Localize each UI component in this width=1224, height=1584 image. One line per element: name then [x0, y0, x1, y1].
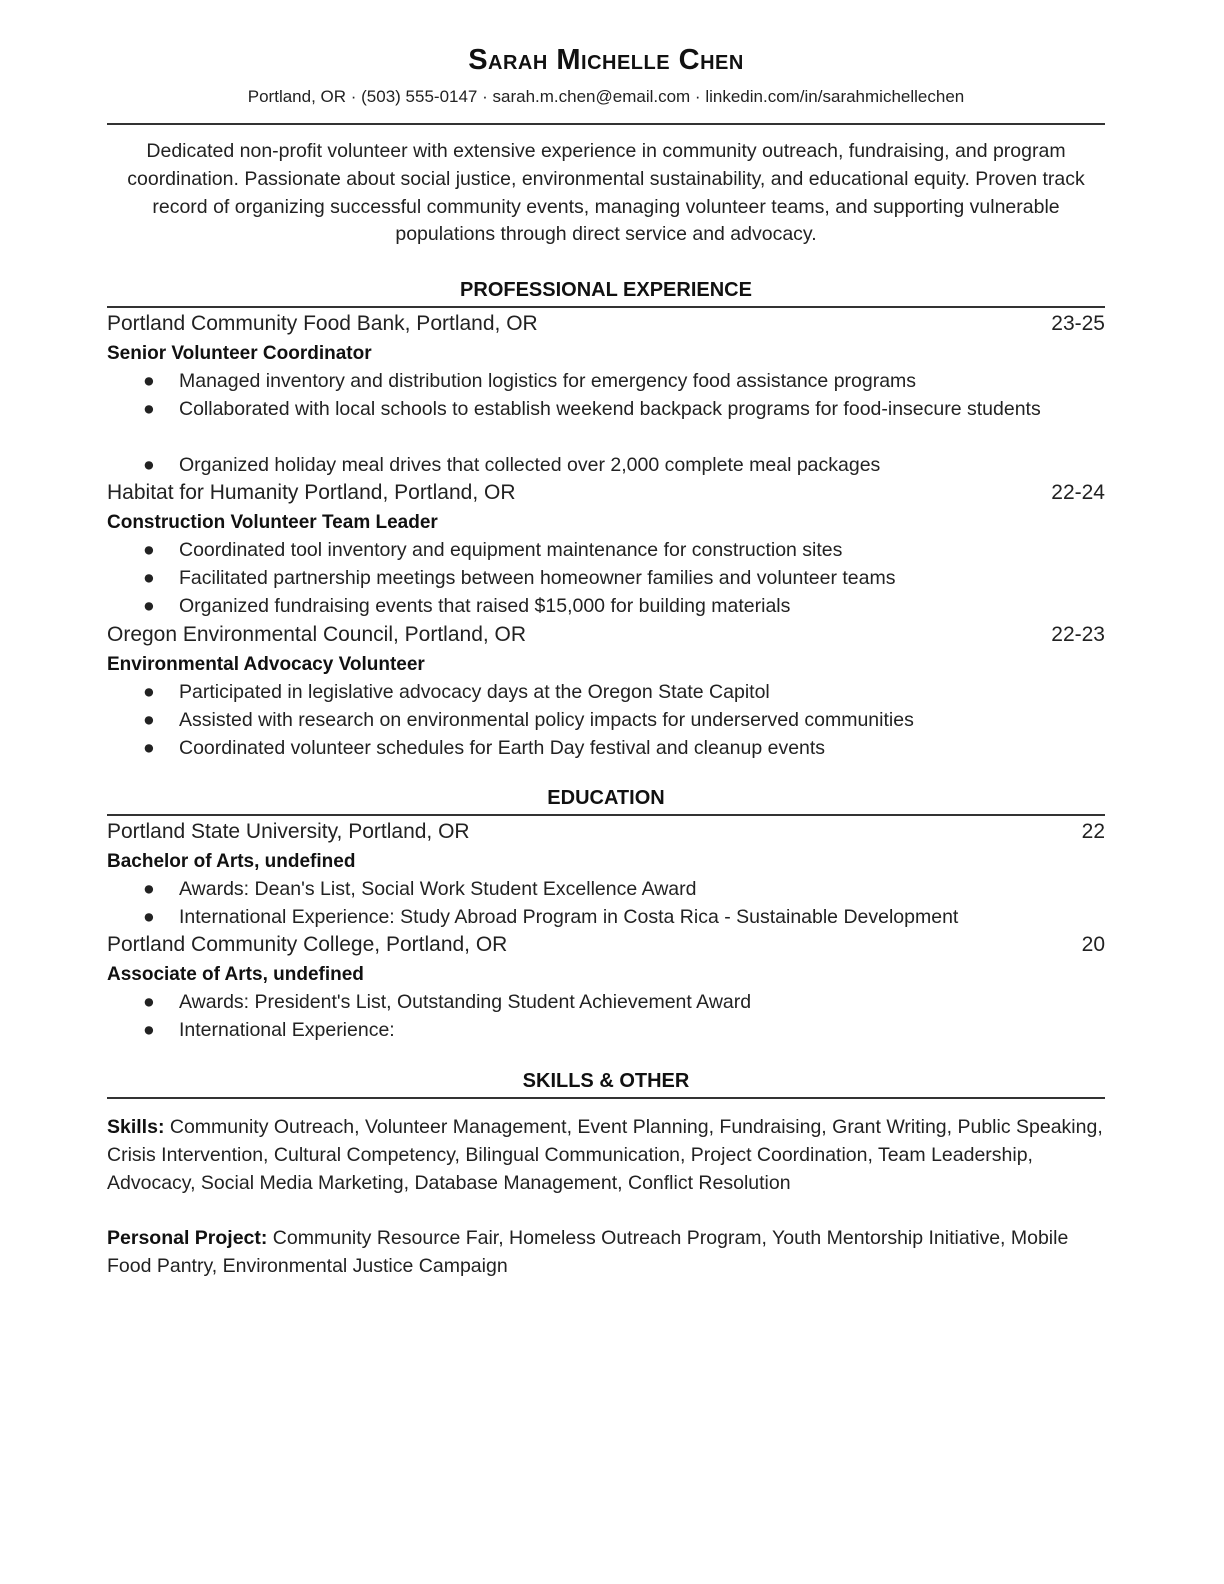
entry-dates: 23-25 [1051, 312, 1105, 335]
entry-dates: 22-23 [1051, 623, 1105, 646]
entry-role: Environmental Advocacy Volunteer [107, 654, 425, 675]
personal-project-paragraph [107, 1225, 1105, 1281]
entry-org: Habitat for Humanity Portland, Portland, OR [107, 481, 516, 504]
skills-list: Community Outreach, Volunteer Management, Event Planning, Fundraising, Grant Writing, Public Speaking, Crisis Intervention, Cultural Competency, Bilingual Communication, Project Coordination, Team Leadership, Advocacy, Social Media Marketing, Database Management, Conflict Resolution [107, 1116, 1103, 1194]
project-label: Personal Project: [107, 1227, 268, 1249]
entry-header [107, 481, 1105, 505]
section-title-experience: PROFESSIONAL EXPERIENCE [460, 279, 752, 301]
entry-header [107, 820, 1105, 844]
entry-dates: 22-24 [1051, 481, 1105, 504]
entry-org: Oregon Environmental Council, Portland, OR [107, 623, 527, 646]
skills-paragraph [107, 1114, 1105, 1197]
entry-org: Portland State University, Portland, OR [107, 820, 470, 843]
header-divider [107, 123, 1105, 125]
entry-dates: 20 [1081, 933, 1105, 956]
section-divider [107, 306, 1105, 308]
entry-role: Bachelor of Arts, undefined [107, 851, 356, 872]
project-list: Community Resource Fair, Homeless Outreach Program, Youth Mentorship Initiative, Mobile Food Pantry, Environmental Justice Campaign [107, 1227, 1069, 1277]
contact-line: Portland, OR · (503) 555-0147 · sarah.m.chen@email.com · linkedin.com/in/sarahmichellechen [247, 87, 965, 106]
section-title-skills: SKILLS & OTHER [522, 1070, 690, 1092]
entry-role: Construction Volunteer Team Leader [107, 512, 438, 533]
candidate-name: Sarah Michelle Chen [468, 44, 744, 76]
entry-header [107, 623, 1105, 647]
skills-label: Skills: [107, 1116, 165, 1138]
entry-org: Portland Community Food Bank, Portland, OR [107, 312, 538, 335]
entry-role: Senior Volunteer Coordinator [107, 343, 372, 364]
section-divider [107, 814, 1105, 816]
entry-org: Portland Community College, Portland, OR [107, 933, 508, 956]
section-title-education: EDUCATION [547, 787, 665, 809]
summary: Dedicated non-profit volunteer with extensive experience in community outreach, fundraising, and program coordination. Passionate about social justice, environmental sustainability, and educational equity. Proven track record of organizing successful community events, managing volunteer teams, and supporting vulnerable populations through direct service and advocacy. [127, 140, 1085, 246]
entry-header [107, 312, 1105, 336]
entry-header [107, 933, 1105, 957]
entry-dates: 22 [1081, 820, 1105, 843]
section-divider [107, 1097, 1105, 1099]
entry-role: Associate of Arts, undefined [107, 964, 364, 985]
